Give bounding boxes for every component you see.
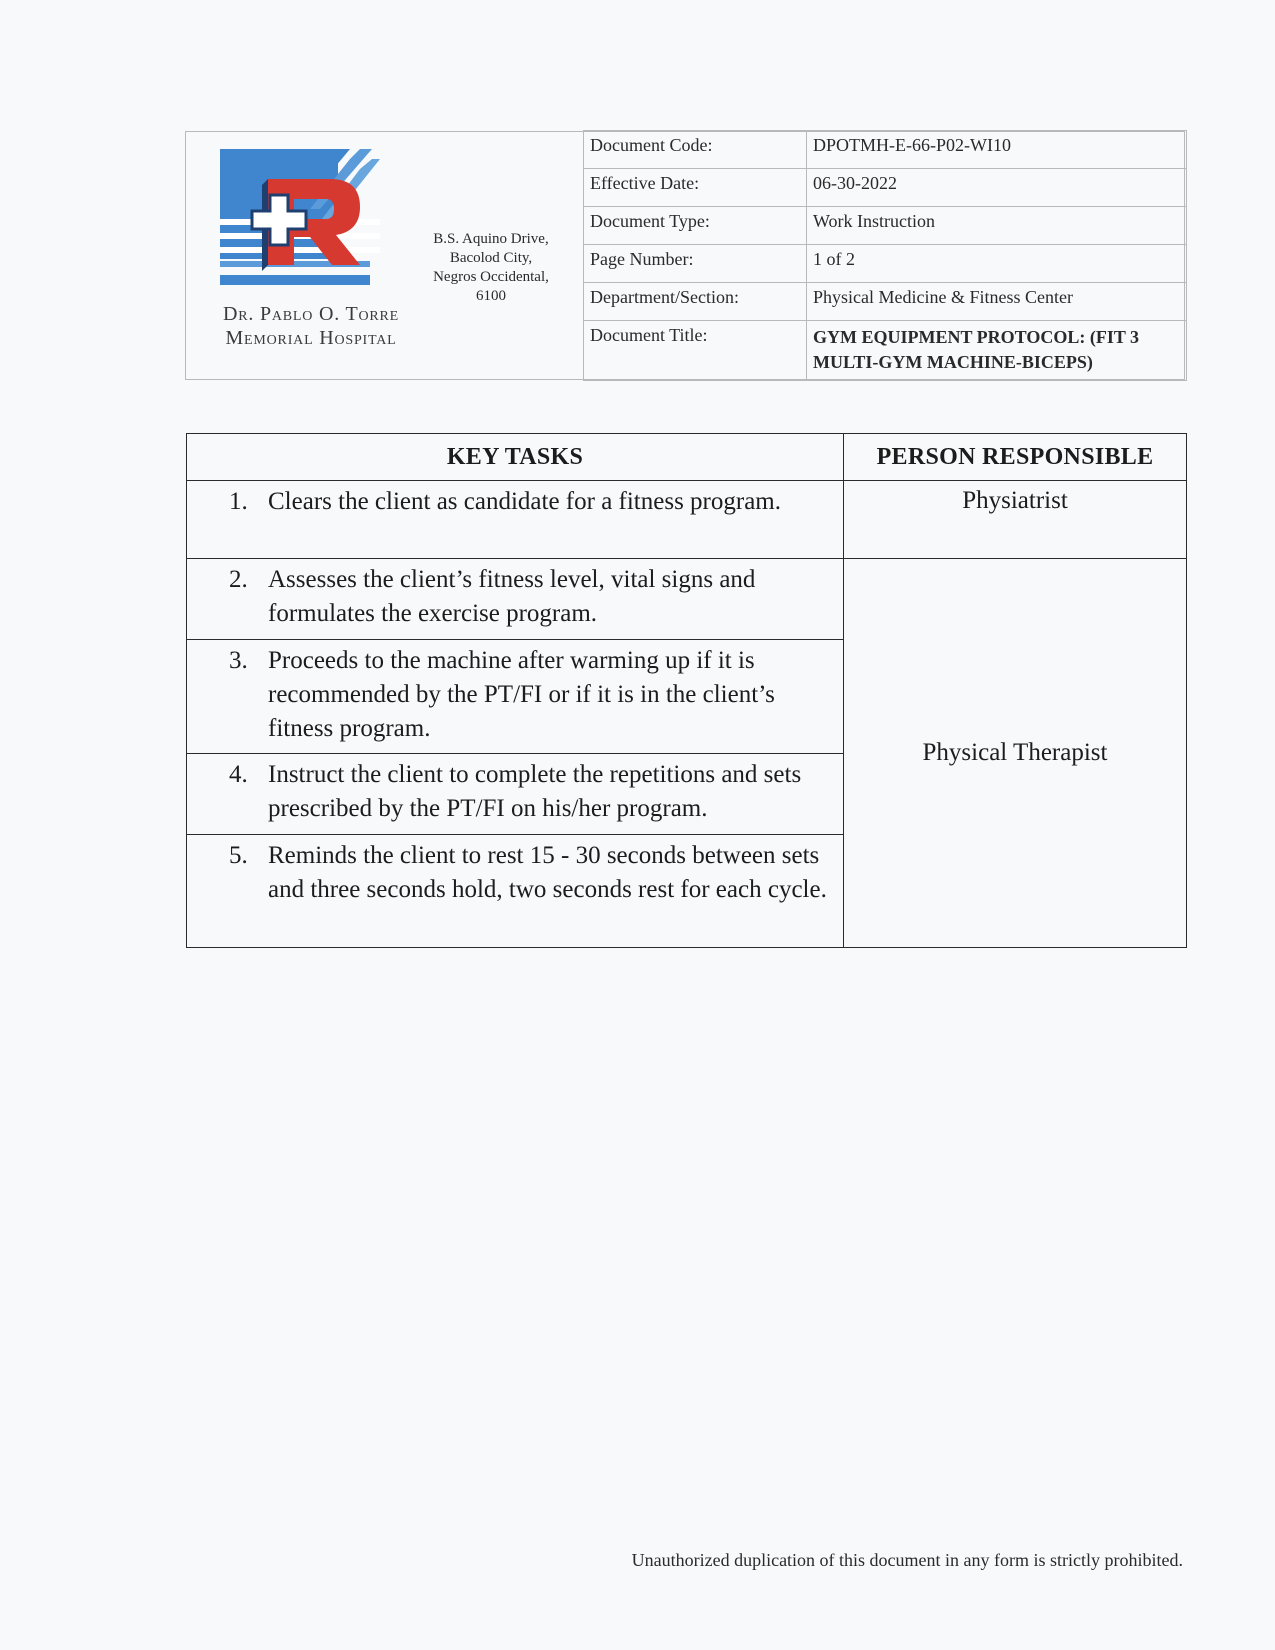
info-row-code xyxy=(584,131,1187,169)
info-row-effective-date xyxy=(584,168,1187,206)
info-row-department xyxy=(584,282,1187,320)
info-value: Physical Medicine & Fitness Center xyxy=(807,282,1187,320)
info-label: Department/Section: xyxy=(584,282,807,320)
info-value: Work Instruction xyxy=(807,206,1187,244)
task-number: 1. xyxy=(229,488,248,515)
hospital-name xyxy=(186,302,436,350)
address-line: B.S. Aquino Drive, xyxy=(433,231,549,247)
task-cell xyxy=(187,835,844,948)
person-cell: Physiatrist xyxy=(844,481,1187,559)
info-row-type xyxy=(584,206,1187,244)
hospital-address xyxy=(416,230,566,306)
task-number: 2. xyxy=(229,566,248,593)
info-label: Document Type: xyxy=(584,206,807,244)
task-cell xyxy=(187,754,844,835)
address-line: Bacolod City, xyxy=(449,250,533,266)
task-text: Assesses the client’s fitness level, vital signs and formulates the exercise program. xyxy=(268,566,756,627)
key-tasks-header: KEY TASKS xyxy=(187,434,844,481)
task-number: 3. xyxy=(229,647,248,674)
task-text: Proceeds to the machine after warming up if it is recommended by the PT/FI or if it is in the client’s fitness program. xyxy=(268,647,775,742)
address-line: 6100 xyxy=(476,288,506,304)
document-title: GYM EQUIPMENT PROTOCOL: (FIT 3 MULTI-GYM MACHINE-BICEPS) xyxy=(807,320,1187,380)
task-number: 4. xyxy=(229,761,248,788)
task-text: Reminds the client to rest 15 - 30 seconds between sets and three seconds hold, two seconds rest for each cycle. xyxy=(268,842,827,903)
info-label: Effective Date: xyxy=(584,168,807,206)
address-line: Negros Occidental, xyxy=(433,269,549,285)
info-value: DPOTMH-E-66-P02-WI10 xyxy=(807,131,1187,169)
info-value: 06-30-2022 xyxy=(807,168,1187,206)
info-value: 1 of 2 xyxy=(807,244,1187,282)
key-tasks-table xyxy=(186,433,1187,948)
document-header xyxy=(185,131,1185,380)
task-cell xyxy=(187,481,844,559)
task-text: Instruct the client to complete the repetitions and sets prescribed by the PT/FI on his/her program. xyxy=(268,761,802,822)
person-responsible-header: PERSON RESPONSIBLE xyxy=(844,434,1187,481)
hospital-name-line2: Memorial Hospital xyxy=(225,327,397,349)
footer-notice: Unauthorized duplication of this document in any form is strictly prohibited. xyxy=(631,1550,1183,1570)
document-info-table xyxy=(583,130,1187,381)
info-label: Document Title: xyxy=(584,320,807,380)
task-text: Clears the client as candidate for a fitness program. xyxy=(268,488,782,515)
hospital-name-line1: Dr. Pablo O. Torre xyxy=(222,303,400,325)
table-header-row xyxy=(187,434,1187,481)
logo-cell xyxy=(186,132,583,379)
table-row xyxy=(187,481,1187,559)
task-cell xyxy=(187,640,844,754)
person-cell: Physical Therapist xyxy=(844,559,1187,948)
task-cell xyxy=(187,559,844,640)
info-label: Document Code: xyxy=(584,131,807,169)
hospital-logo xyxy=(220,149,380,297)
info-label: Page Number: xyxy=(584,244,807,282)
table-row xyxy=(187,559,1187,640)
task-number: 5. xyxy=(229,842,248,869)
info-row-title xyxy=(584,320,1187,380)
info-row-page xyxy=(584,244,1187,282)
